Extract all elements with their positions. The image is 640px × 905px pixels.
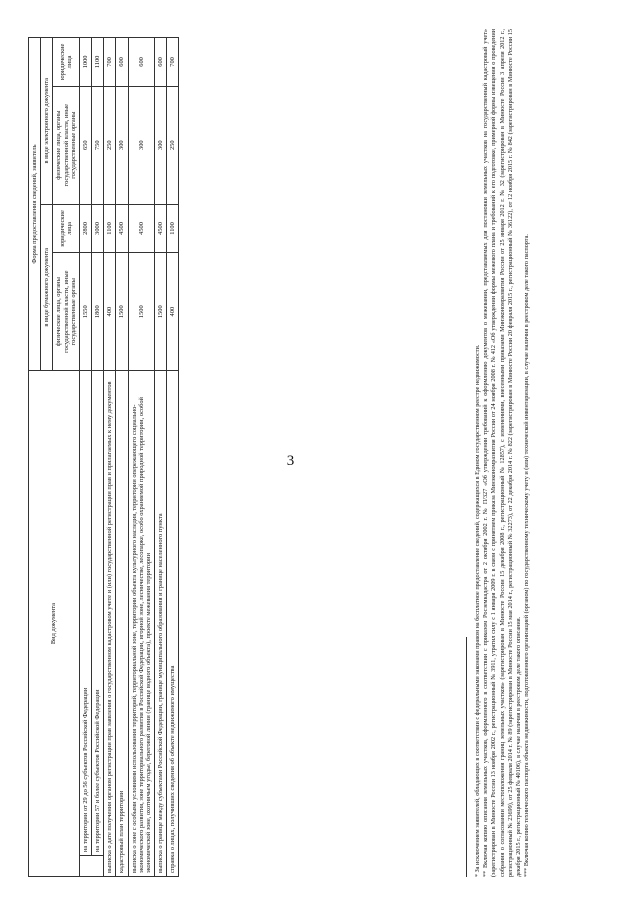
cell-value: 1500: [128, 253, 155, 371]
footnote: *** Включая копию технического паспорта объекта недвижимости, подготовленного организацией (органом) по государственному техническому учету и (или) технической инвентаризации, в случае наличия в реестровом деле такого паспорта.: [523, 234, 531, 877]
cell-value: 1550: [79, 253, 91, 371]
header-doc-type: Вид документа: [29, 371, 80, 877]
cell-value: 4500: [116, 204, 128, 253]
footnotes: [474, 29, 531, 877]
row-label: на территории 57 и более субъектов Российской Федерации: [92, 371, 104, 856]
cell-value: 300: [116, 86, 128, 204]
cell-value: 700: [104, 38, 116, 87]
cell-value: 400: [167, 253, 179, 371]
cell-value: 1100: [167, 204, 179, 253]
cell-value: 1500: [116, 253, 128, 371]
table-row: [128, 38, 155, 877]
row-label: выписка о дате получения органом регистрации прав заявления о государственном кадастровом учете и (или) государственной регистрации прав и прилагаемых к нему документов: [104, 371, 116, 877]
cell-value: 250: [104, 86, 116, 204]
row-label: на территории от 29 до 56 субъектов Российской Федерации: [79, 371, 91, 856]
cell-value: 300: [128, 86, 155, 204]
cell-value: 2800: [79, 204, 91, 253]
table-row: [167, 38, 179, 877]
indent-cell: [79, 856, 103, 877]
cell-value: 1500: [155, 253, 167, 371]
cell-value: 3000: [92, 204, 104, 253]
cell-value: 4500: [128, 204, 155, 253]
cell-value: 600: [155, 38, 167, 87]
page-number: 3: [286, 452, 295, 469]
footnote-divider: [466, 637, 467, 877]
cell-value: 1800: [92, 253, 104, 371]
fee-table: [28, 37, 179, 877]
cell-value: 650: [79, 86, 91, 204]
header-form: Форма предоставления сведений, заявитель: [29, 38, 41, 371]
table-row: [116, 38, 128, 877]
footnote: * За исключением заявителей, обладающих в соответствии с федеральными законами правом на бесплатное предоставление сведений, содержащихся в Едином государственном реестре недвижимости.: [474, 344, 481, 877]
col-individuals-paper: физические лица, органы государственной власти, иные государственные органы: [53, 253, 80, 371]
cell-value: 300: [155, 86, 167, 204]
cell-value: 750: [92, 86, 104, 204]
cell-value: 1100: [92, 38, 104, 87]
footnote: ** Включая копию описания земельных участков, оформленного в соответствии с приказом Росземкадастра от 2 октября 2002 г. № П/327 «Об утверждении требований к оформлению документов о межевании, представляемых для постановки земельных участков на государственный кадастровый учет» (зарегистрирован в Минюсте России 13 ноября 2002 г., регистрационный № 3911, утратил силу с 1 января 2009 г. в связи с принятием приказа Минэкономразвития России от 24 ноября 2008 г. № 412 «Об утверждении формы межевого плана и требований к его подготовке, примерной формы извещения о проведении собрания о согласовании местоположения границ земельных участков» (зарегистрирован в Минюсте России 15 декабря 2008 г., регистрационный № 12857), с изменениями, внесенными приказами Минэкономразвития России от 25 января 2012 г. № 32 (зарегистрирован в Минюсте России 3 апреля 2012 г., регистрационный № 23699), от 25 февраля 2014 г. № 89 (зарегистрирован в Минюсте России 15 мая 2014 г., регистрационный № 32273), от 22 декабря 2014 г. № 822 (зарегистрирован в Минюсте России 20 февраля 2015 г., регистрационный № 36122), от 12 ноября 2015 г. № 842 (зарегистрирован в Минюсте России 15 декабря 2015 г., регистрационный № 40106), в случае наличия в реестровом деле такого описания.: [482, 29, 522, 877]
cell-value: 400: [104, 253, 116, 371]
header-paper: в виде бумажного документа: [41, 204, 53, 371]
table-row: [155, 38, 167, 877]
table-row: [79, 38, 91, 877]
cell-value: 250: [167, 86, 179, 204]
cell-value: 1000: [79, 38, 91, 87]
col-individuals-electronic: физические лица, органы государственной власти, иные государственные органы: [53, 86, 80, 204]
cell-value: 1100: [104, 204, 116, 253]
col-legal-paper: юридические лица: [53, 204, 80, 253]
cell-value: 600: [128, 38, 155, 87]
row-label: выписка о зоне с особыми условиями использования территорий, территориальной зоне, территории объекта культурного наследия, территории опережающего социально-экономического развития, зоне территориального развития в Российской Федерации, игорной зоне, лесничестве, лесопарке, особо охраняемой природной территории, особой экономической зоне, охотничьем угодье, береговой линии (границе водного объекта), проекте межевания территории: [128, 371, 155, 877]
table-row: [92, 38, 104, 877]
cell-value: 600: [116, 38, 128, 87]
cell-value: 700: [167, 38, 179, 87]
col-legal-electronic: юридические лица: [53, 38, 80, 87]
row-label: справка о лицах, получивших сведения об объекте недвижимого имущества: [167, 371, 179, 877]
header-electronic: в виде электронного документа: [41, 38, 53, 205]
cell-value: 4500: [155, 204, 167, 253]
row-label: кадастровый план территории: [116, 371, 128, 877]
row-label: выписка о границе между субъектами Российской Федерации, границе муниципального образования и границе населенного пункта: [155, 371, 167, 877]
table-row: [104, 38, 116, 877]
